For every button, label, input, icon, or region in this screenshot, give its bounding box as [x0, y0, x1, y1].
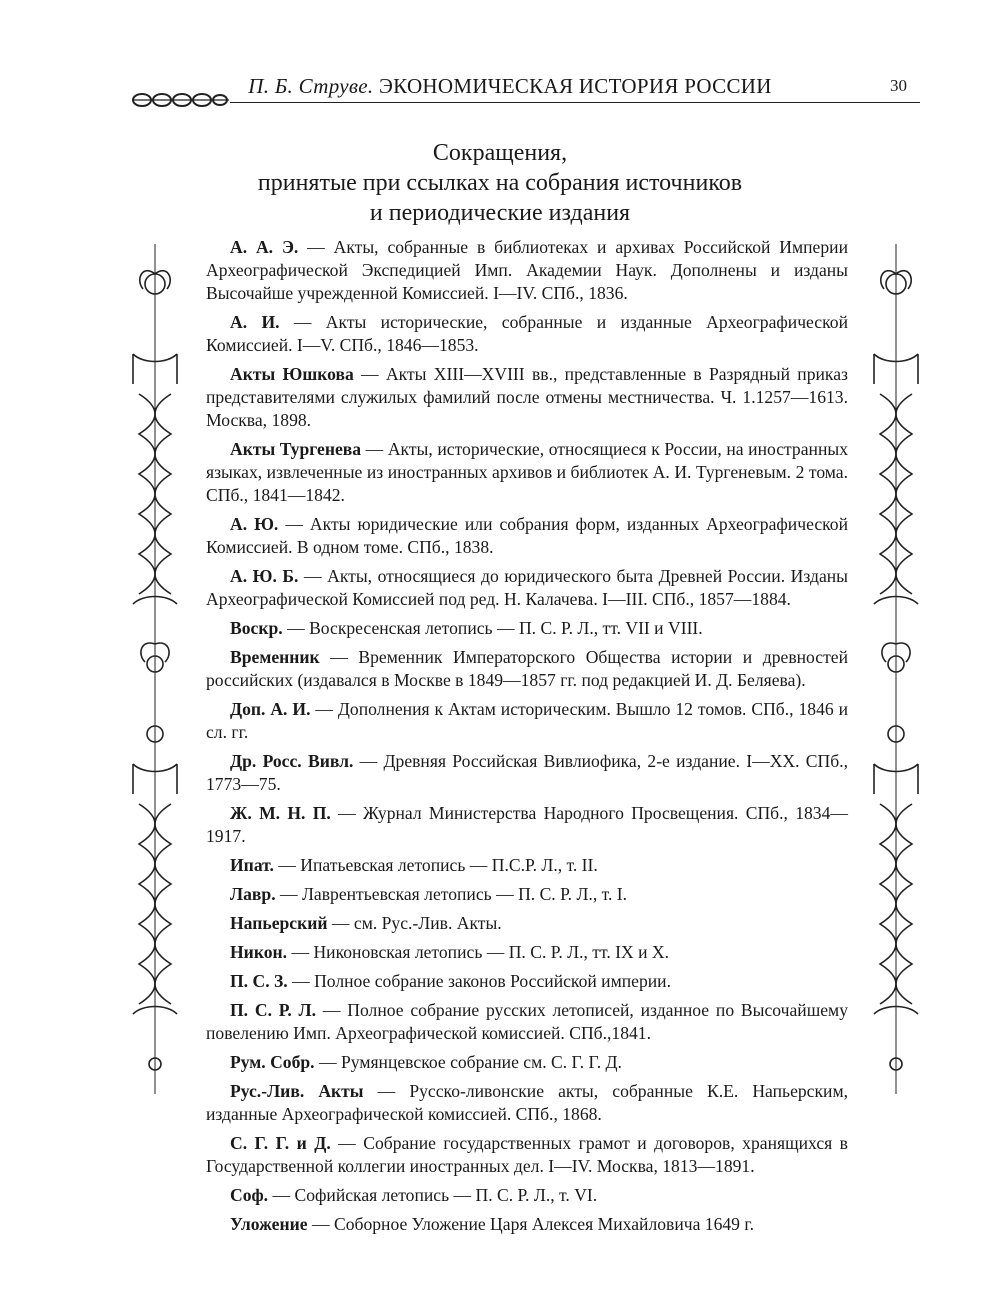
entry-abbreviation: Доп. А. И.	[230, 699, 311, 719]
entry-description: — Ипатьевская летопись — П.С.Р. Л., т. II.	[273, 855, 598, 875]
entry-description: — Соборное Уложение Царя Алексея Михайловича 1649 г.	[307, 1214, 755, 1234]
entry-abbreviation: Воскр.	[230, 618, 283, 638]
entry-description: — Лаврентьевская летопись — П. С. Р. Л., т. I.	[275, 884, 628, 904]
header-author: П. Б. Струве.	[248, 74, 374, 98]
entry-abbreviation: Рус.-Лив. Акты	[230, 1081, 364, 1101]
entry-abbreviation: Акты Юшкова	[230, 364, 354, 384]
entry-description: — Румянцевское собрание см. С. Г. Г. Д.	[314, 1052, 622, 1072]
list-item	[206, 646, 848, 692]
list-item	[206, 802, 848, 848]
entry-description: — Журнал Министерства Народного Просвещения. СПб., 1834—1917.	[206, 803, 848, 846]
entry-abbreviation: Соф.	[230, 1185, 269, 1205]
list-item	[206, 1080, 848, 1126]
list-item	[206, 698, 848, 744]
running-title	[230, 74, 790, 99]
entry-abbreviation: Напьерский	[230, 913, 328, 933]
entry-description: — Полное собрание русских летописей, изданное по Высочайшему повелению Имп. Археографической комиссией. СПб.,1841.	[206, 1000, 848, 1043]
entry-abbreviation: А. Ю.	[230, 514, 279, 534]
entry-description: — Акты XIII—XVIII вв., представленные в Разрядный приказ представителями служилых фамилий после отмены местничества. Ч. 1.1257—1613. Москва, 1898.	[206, 364, 848, 430]
list-item	[206, 854, 848, 877]
list-item	[206, 1051, 848, 1074]
header-book-title: ЭКОНОМИЧЕСКАЯ ИСТОРИЯ РОССИИ	[379, 74, 772, 98]
entry-abbreviation: П. С. З.	[230, 971, 288, 991]
entry-abbreviation: Никон.	[230, 942, 288, 962]
entry-description: — Акты юридические или собрания форм, изданных Археографической Комиссией. В одном томе. СПб., 1838.	[206, 514, 848, 557]
section-title-line: и периодические издания	[369, 200, 631, 226]
entry-abbreviation: П. С. Р. Л.	[230, 1000, 317, 1020]
knot-ornament-icon	[130, 90, 230, 110]
list-item	[206, 999, 848, 1045]
section-title-line: Сокращения,	[432, 140, 568, 166]
entry-description: — Акты, исторические, относящиеся к России, на иностранных языках, извлеченные из иностранных архивов и библиотек А. И. Тургеневым. 2 тома. СПб., 1841—1842.	[206, 439, 848, 505]
list-item	[206, 750, 848, 796]
entry-abbreviation: Рум. Собр.	[230, 1052, 315, 1072]
entry-abbreviation: Др. Росс. Вивл.	[230, 751, 354, 771]
entry-description: — Никоновская летопись — П. С. Р. Л., тт. IX и X.	[287, 942, 670, 962]
entry-description: — Акты, собранные в библиотеках и архивах Российской Империи Археографической Экспедицией Имп. Академии Наук. Дополнены и изданы Высочайше учрежденной Комиссией. I—IV. СПб., 1836.	[206, 237, 848, 303]
entry-description: — Акты, относящиеся до юридического быта Древней России. Изданы Археографической Комиссией под ред. Н. Калачева. I—III. СПб., 1857—1884.	[206, 566, 848, 609]
section-title-line: принятые при ссылках на собрания источников	[257, 170, 743, 196]
right-border-ornament-icon	[864, 244, 928, 1094]
entry-description: — Софийская летопись — П. С. Р. Л., т. VI.	[268, 1185, 598, 1205]
list-item	[206, 565, 848, 611]
entry-description: — Временник Императорского Общества истории и древностей российских (издавался в Москве в 1849—1857 гг. под редакцией И. Д. Беляева).	[206, 647, 848, 690]
entry-description: — Древняя Российская Вивлиофика, 2-е издание. I—XX. СПб., 1773—75.	[206, 751, 848, 794]
list-item	[206, 912, 848, 935]
page-number: 30	[890, 76, 907, 95]
header-rule	[230, 102, 920, 103]
list-item	[206, 883, 848, 906]
entry-abbreviation: Акты Тургенева	[230, 439, 362, 459]
entry-abbreviation: С. Г. Г. и Д.	[230, 1133, 331, 1153]
entry-abbreviation: Лавр.	[230, 884, 276, 904]
entry-description: — Акты исторические, собранные и изданные Археографической Комиссией. I—V. СПб., 1846—1853.	[206, 312, 848, 355]
list-item	[206, 617, 848, 640]
entry-abbreviation: Временник	[230, 647, 320, 667]
running-header	[0, 72, 1000, 112]
list-item	[206, 1213, 848, 1236]
left-border-ornament-icon	[123, 244, 187, 1094]
list-item	[206, 1184, 848, 1207]
list-item	[206, 970, 848, 993]
entry-description: — Русско-ливонские акты, собранные К.Е. Напьерским, изданные Археографической комиссией. СПб., 1868.	[206, 1081, 848, 1124]
list-item	[206, 941, 848, 964]
entry-abbreviation: А. А. Э.	[230, 237, 299, 257]
entry-abbreviation: Ж. М. Н. П.	[230, 803, 331, 823]
section-title	[200, 138, 800, 228]
entry-abbreviation: Уложение	[230, 1214, 308, 1234]
entry-abbreviation: А. Ю. Б.	[230, 566, 299, 586]
abbreviation-list	[206, 236, 848, 1242]
entry-description: — Воскресенская летопись — П. С. Р. Л., тт. VII и VIII.	[282, 618, 703, 638]
entry-description: — Собрание государственных грамот и договоров, хранящихся в Государственной коллегии иностранных дел. I—IV. Москва, 1813—1891.	[206, 1133, 848, 1176]
list-item	[206, 311, 848, 357]
list-item	[206, 363, 848, 432]
list-item	[206, 1132, 848, 1178]
entry-description: — см. Рус.-Лив. Акты.	[327, 913, 502, 933]
entry-abbreviation: Ипат.	[230, 855, 274, 875]
list-item	[206, 236, 848, 305]
list-item	[206, 513, 848, 559]
entry-description: — Дополнения к Актам историческим. Вышло 12 томов. СПб., 1846 и сл. гг.	[206, 699, 849, 742]
list-item	[206, 438, 848, 507]
entry-abbreviation: А. И.	[230, 312, 280, 332]
entry-description: — Полное собрание законов Российской империи.	[287, 971, 671, 991]
